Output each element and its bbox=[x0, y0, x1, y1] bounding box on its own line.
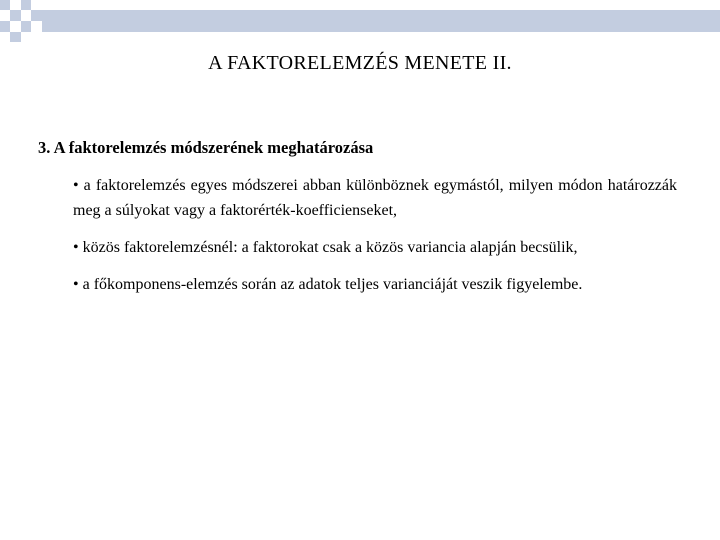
bullet-item bbox=[73, 272, 677, 297]
bullet-marker: • bbox=[73, 239, 79, 256]
decor-square bbox=[10, 32, 21, 42]
decor-square bbox=[0, 0, 10, 10]
decor-bar bbox=[42, 10, 720, 32]
bullet-list bbox=[73, 173, 677, 309]
bullet-marker: • bbox=[73, 276, 79, 293]
decor-square bbox=[21, 0, 31, 10]
decor-square bbox=[10, 10, 21, 21]
bullet-marker: • bbox=[73, 177, 79, 194]
bullet-item bbox=[73, 235, 677, 260]
corner-decoration bbox=[0, 0, 720, 48]
slide-title: A FAKTORELEMZÉS MENETE II. bbox=[208, 52, 512, 74]
decor-square bbox=[0, 21, 10, 32]
bullet-item bbox=[73, 173, 677, 223]
bullet-text: a főkomponens-elemzés során az adatok teljes varianciáját veszik figyelembe. bbox=[82, 276, 583, 293]
section-heading: 3. A faktorelemzés módszerének meghatározása bbox=[38, 138, 374, 157]
decor-square bbox=[31, 10, 42, 21]
bullet-text: a faktorelemzés egyes módszerei abban különböznek egymástól, milyen módon határozzák meg a súlyokat vagy a faktorérték-koefficienseket, bbox=[73, 177, 677, 219]
decor-square bbox=[21, 21, 31, 32]
bullet-text: közös faktorelemzésnél: a faktorokat csak a közös variancia alapján becsülik, bbox=[82, 239, 578, 256]
